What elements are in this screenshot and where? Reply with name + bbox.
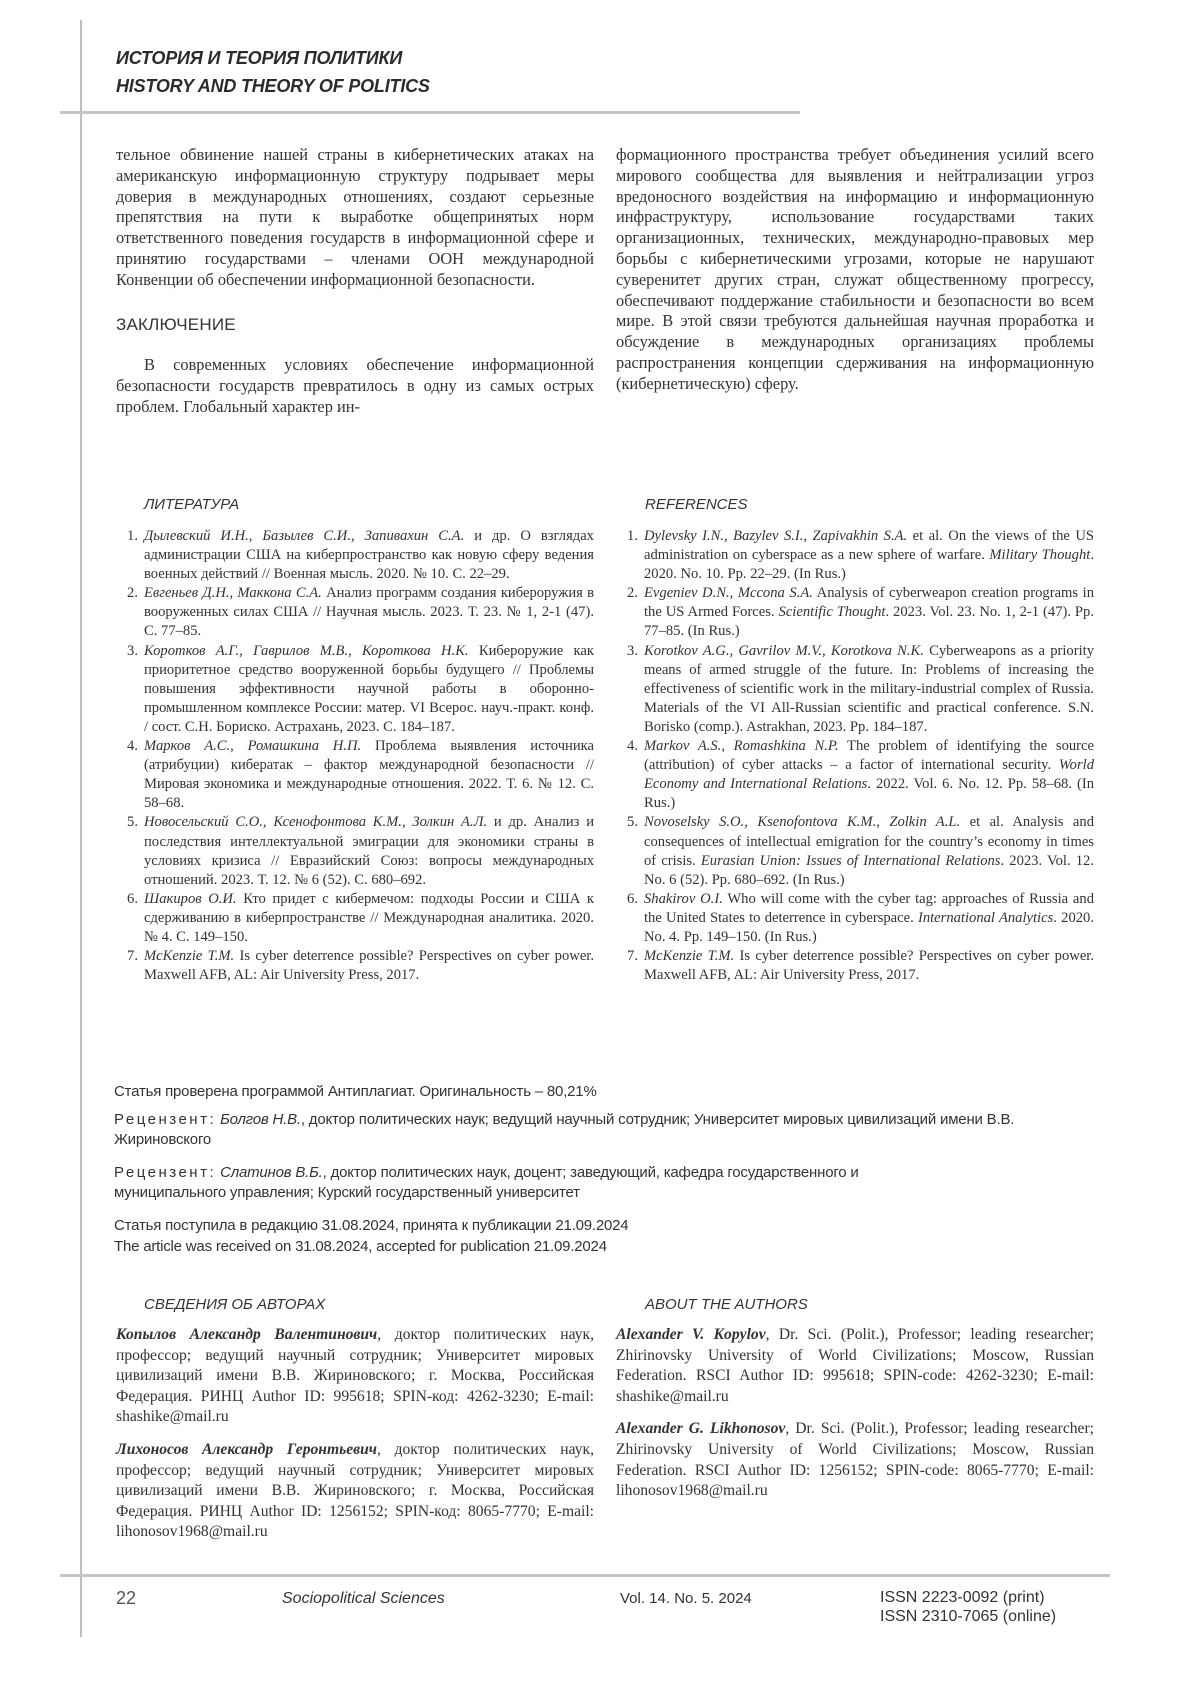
item-text: Проблема выявления источника (атрибуции) кибератак – фактор международной безопасности // Мировая экономика и международные отношения. 2022. Т. 6. № 12. С. 58–68. bbox=[144, 738, 594, 812]
author-entry bbox=[116, 1325, 594, 1428]
literature-item bbox=[116, 737, 594, 813]
item-authors: Dylevsky I.N., Bazylev S.I., Zapivakhin S.A. bbox=[644, 528, 908, 544]
received-date-ru: Статья поступила в редакцию 31.08.2024, принята к публикации 21.09.2024 bbox=[114, 1217, 629, 1234]
footer-rule bbox=[60, 1574, 1110, 1577]
item-number: 5. bbox=[127, 814, 138, 831]
reviewer-label: Рецензент: bbox=[114, 1164, 217, 1181]
item-text: Кибероружие как приоритетное средство вооруженной борьбы будущего // Проблемы повышения эффективности научной работы в оборонно-промышленном комплексе России: матер. VI Всерос. науч.-практ. конф. / сост. С.Н. Бориско. Астрахань, 2023. С. 184–187. bbox=[144, 642, 594, 735]
author-name: Копылов Александр Валентинович bbox=[116, 1326, 378, 1343]
reviewer-details: , доктор политических наук, доцент; заведующий, кафедра государственного и муниципального управления; Курский государственный университет bbox=[114, 1164, 859, 1201]
item-number: 1. bbox=[627, 528, 638, 544]
authors-en-list bbox=[616, 1325, 1094, 1514]
issn-online: ISSN 2310-7065 (online) bbox=[880, 1608, 1057, 1625]
item-text: . 2020. No. 10. Pp. 22–29. (In Rus.) bbox=[644, 547, 1094, 583]
item-text: Is cyber deterrence possible? Perspectives on cyber power. Maxwell AFB, AL: Air University Press, 2017. bbox=[644, 948, 1094, 984]
item-journal: Eurasian Union: Issues of International Relations bbox=[700, 852, 1001, 869]
item-text: Анализ программ создания кибероружия в вооруженных силах США // Научная мысль. 2023. Т. 23. № 1, 2-1 (47). С. 77–85. bbox=[144, 585, 595, 640]
header-title-en: HISTORY AND THEORY OF POLITICS bbox=[116, 76, 430, 96]
running-header bbox=[116, 44, 430, 100]
item-text: et al. Analysis and consequences of intellectual emigration for the country’s economy in times of crisis. bbox=[644, 814, 1094, 869]
item-number: 7. bbox=[127, 948, 138, 965]
item-authors: Evgeniev D.N., Mccona S.A. bbox=[644, 585, 813, 602]
left-margin-rule bbox=[80, 20, 82, 1637]
item-number: 6. bbox=[127, 890, 138, 907]
literature-list bbox=[116, 527, 594, 985]
item-text: Cyberweapons as a priority means of armed struggle of the future. In: Problems of increasing the effectiveness of scientific work in the military-industrial complex of Russia. Materials of the VI All-Russian scientific and practical conference. S.N. Borisko (comp.). Astrakhan, 2023. Pp. 184–187. bbox=[644, 642, 1094, 735]
item-authors: McKenzie T.M. bbox=[644, 948, 735, 965]
reference-item bbox=[616, 890, 1094, 947]
header-rule bbox=[60, 111, 800, 114]
author-name: Alexander G. Likhonosov bbox=[616, 1420, 786, 1438]
item-journal: Scientific Thought bbox=[778, 604, 886, 621]
reviewer-label: Рецензент: bbox=[114, 1111, 217, 1128]
item-text: . 2023. Vol. 23. No. 1, 2-1 (47). Pp. 77–85. (In Rus.) bbox=[644, 604, 1094, 640]
reviewer-name: Слатинов В.Б. bbox=[220, 1164, 323, 1181]
item-authors: Novoselsky S.O., Ksenofontova K.M., Zolkin A.L. bbox=[644, 814, 961, 831]
issn-block bbox=[880, 1588, 1056, 1626]
item-authors: McKenzie T.M. bbox=[144, 948, 235, 965]
author-entry bbox=[616, 1325, 1094, 1407]
item-authors: Korotkov A.G., Gavrilov M.V., Korotkova N.K. bbox=[644, 642, 924, 659]
issn-print: ISSN 2223-0092 (print) bbox=[880, 1589, 1045, 1606]
authors-en-heading: ABOUT THE AUTHORS bbox=[645, 1296, 808, 1313]
item-text: и др. Анализ и последствия интеллектуальной эмиграции для экономики страны в условиях кризиса // Евразийский Союз: вопросы международных отношений. 2023. Т. 12. № 6 (52). С. 680–692. bbox=[144, 814, 595, 888]
item-number: 6. bbox=[627, 890, 638, 907]
reviewer-1 bbox=[114, 1110, 1094, 1150]
author-details: , доктор политических наук, профессор; ведущий научный сотрудник; Университет мировых цивилизаций имени В.В. Жириновского; г. Москва, Российская Федерация. РИНЦ Author ID: 995618; SPIN-код: 4262-3230; E-mail: shashike@mail.ru bbox=[116, 1326, 594, 1426]
item-text: и др. О взглядах администрации США на киберпространство как новую сферу ведения военных действий // Военная мысль. 2020. № 10. С. 22–29. bbox=[144, 528, 594, 583]
item-authors: Марков А.С., Ромашкина Н.П. bbox=[144, 738, 362, 755]
item-number: 5. bbox=[627, 814, 638, 831]
volume-info: Vol. 14. No. 5. 2024 bbox=[620, 1590, 752, 1607]
reference-item bbox=[616, 947, 1094, 985]
reference-item bbox=[616, 813, 1094, 889]
body-paragraph: тельное обвинение нашей страны в кибернетических атаках на американскую информационную структуру подрывает меры доверия в международных отношениях, создают серьезные препятствия на пути к выработке общепринятых норм ответственного поведения государств в информационной сфере и принятию государствами – членами ООН международной Конвенции об обеспечении информационной безопасности. bbox=[116, 145, 594, 289]
author-details: , доктор политических наук, профессор; ведущий научный сотрудник; Университет мировых цивилизаций имени В.В. Жириновского; г. Москва, Российская Федерация. РИНЦ Author ID: 1256152; SPIN-код: 8065-7770; E-mail: lihonosov1968@mail.ru bbox=[116, 1440, 594, 1541]
item-authors: Шакиров О.И. bbox=[144, 890, 237, 907]
reference-item bbox=[616, 642, 1094, 737]
item-authors: Коротков А.Г., Гаврилов М.В., Короткова Н.К. bbox=[144, 642, 469, 659]
author-entry bbox=[116, 1440, 594, 1543]
literature-item bbox=[116, 527, 594, 584]
item-text: . 2020. No. 4. Pp. 149–150. (In Rus.) bbox=[644, 909, 1094, 945]
item-number: 7. bbox=[627, 948, 638, 965]
received-date-en: The article was received on 31.08.2024, accepted for publication 21.09.2024 bbox=[114, 1238, 607, 1255]
body-right-column bbox=[616, 145, 1094, 395]
reviewer-details: , доктор политических наук; ведущий научный сотрудник; Университет мировых цивилизаций имени В.В. Жириновского bbox=[114, 1111, 1015, 1148]
reference-item bbox=[616, 737, 1094, 813]
author-details: , Dr. Sci. (Polit.), Professor; leading researcher; Zhirinovsky University of World Civilizations; Moscow, Russian Federation. RSCI Author ID: 995618; SPIN-code: 4262-3230; E-mail: shashike@mail.ru bbox=[616, 1326, 1094, 1405]
author-name: Alexander V. Kopylov bbox=[616, 1326, 766, 1343]
references-heading: REFERENCES bbox=[645, 496, 748, 513]
item-authors: Markov A.S., Romashkina N.P. bbox=[644, 738, 839, 755]
item-number: 2. bbox=[627, 585, 638, 602]
item-number: 1. bbox=[127, 528, 138, 544]
reference-item bbox=[616, 584, 1094, 641]
authors-ru-heading: СВЕДЕНИЯ ОБ АВТОРАХ bbox=[144, 1296, 326, 1313]
item-text: et al. On the views of the US administration on cyberspace as a new sphere of warfare. bbox=[644, 528, 1094, 564]
item-journal: Military Thought bbox=[989, 547, 1091, 564]
item-number: 4. bbox=[127, 738, 138, 755]
body-paragraph: В современных условиях обеспечение информационной безопасности государств превратилось в одну из самых острых проблем. Глобальный характер ин- bbox=[116, 355, 594, 416]
item-number: 3. bbox=[127, 642, 138, 659]
item-text: . 2022. Vol. 6. No. 12. Pp. 58–68. (In Rus.) bbox=[644, 776, 1094, 812]
item-text: Analysis of cyberweapon creation programs in the US Armed Forces. bbox=[644, 585, 1094, 621]
literature-item bbox=[116, 584, 594, 641]
author-name: Лихоносов Александр Геронтьевич bbox=[116, 1440, 377, 1458]
item-number: 2. bbox=[127, 585, 138, 602]
item-text: Is cyber deterrence possible? Perspectives on cyber power. Maxwell AFB, AL: Air University Press, 2017. bbox=[144, 948, 594, 984]
body-left-column bbox=[116, 145, 594, 418]
references-list bbox=[616, 527, 1094, 985]
section-heading-conclusion: ЗАКЛЮЧЕНИЕ bbox=[116, 314, 236, 334]
reviewer-name: Болгов Н.В. bbox=[220, 1111, 301, 1128]
author-entry bbox=[616, 1419, 1094, 1501]
reviewer-2 bbox=[114, 1163, 974, 1203]
author-details: , Dr. Sci. (Polit.), Professor; leading researcher; Zhirinovsky University of World Civilizations; Moscow, Russian Federation. RSCI Author ID: 1256152; SPIN-code: 8065-7770; E-mail: lihonosov1968@mail.ru bbox=[616, 1420, 1094, 1500]
item-authors: Евгеньев Д.Н., Маккона С.А. bbox=[144, 585, 322, 602]
antiplagiat-note: Статья проверена программой Антиплагиат. Оригинальность – 80,21% bbox=[114, 1083, 597, 1100]
item-text: . 2023. Vol. 12. No. 6 (52). Pp. 680–692. (In Rus.) bbox=[644, 852, 1094, 888]
page-number: 22 bbox=[116, 1588, 137, 1608]
item-journal: World Economy and International Relations bbox=[644, 757, 1094, 793]
item-number: 4. bbox=[627, 738, 638, 755]
header-title-ru: ИСТОРИЯ И ТЕОРИЯ ПОЛИТИКИ bbox=[116, 48, 403, 68]
reference-item bbox=[616, 527, 1094, 584]
item-text: Кто придет с кибермечом: подходы России и США к сдерживанию в киберпространстве // Международная аналитика. 2020. № 4. С. 149–150. bbox=[144, 890, 595, 945]
item-journal: International Analytics bbox=[917, 909, 1054, 926]
literature-item bbox=[116, 813, 594, 889]
item-authors: Новосельский С.О., Ксенофонтова К.М., Золкин А.Л. bbox=[144, 814, 488, 831]
literature-item bbox=[116, 642, 594, 737]
literature-heading: ЛИТЕРАТУРА bbox=[144, 496, 240, 513]
literature-item bbox=[116, 947, 594, 985]
item-authors: Дылевский И.Н., Базылев С.И., Запивахин С.А. bbox=[144, 528, 465, 544]
item-number: 3. bbox=[627, 642, 638, 659]
journal-name: Sociopolitical Sciences bbox=[282, 1590, 445, 1607]
item-text: The problem of identifying the source (attribution) of cyber attacks – a factor of international security. bbox=[644, 738, 1094, 774]
item-text: Who will come with the cyber tag: approaches of Russia and the United States to deterrence in cyberspace. bbox=[644, 890, 1094, 926]
authors-ru-list bbox=[116, 1325, 594, 1555]
body-paragraph: формационного пространства требует объединения усилий всего мирового сообщества для выявления и нейтрализации угроз вредоносного воздействия на информацию и информационную инфраструктуру, использование государствами таких организационных, технических, международно-правовых мер борьбы с кибернетическими угрозами, которые не нарушают суверенитет других стран, служат общественному прогрессу, обеспечивают поддержание стабильности и безопасности во всем мире. В этой связи требуются дальнейшая научная проработка и обсуждение в международных организациях проблемы распространения концепции сдерживания на информационную (кибернетическую) сферу. bbox=[616, 145, 1094, 393]
item-authors: Shakirov O.I. bbox=[644, 890, 723, 907]
literature-item bbox=[116, 890, 594, 947]
